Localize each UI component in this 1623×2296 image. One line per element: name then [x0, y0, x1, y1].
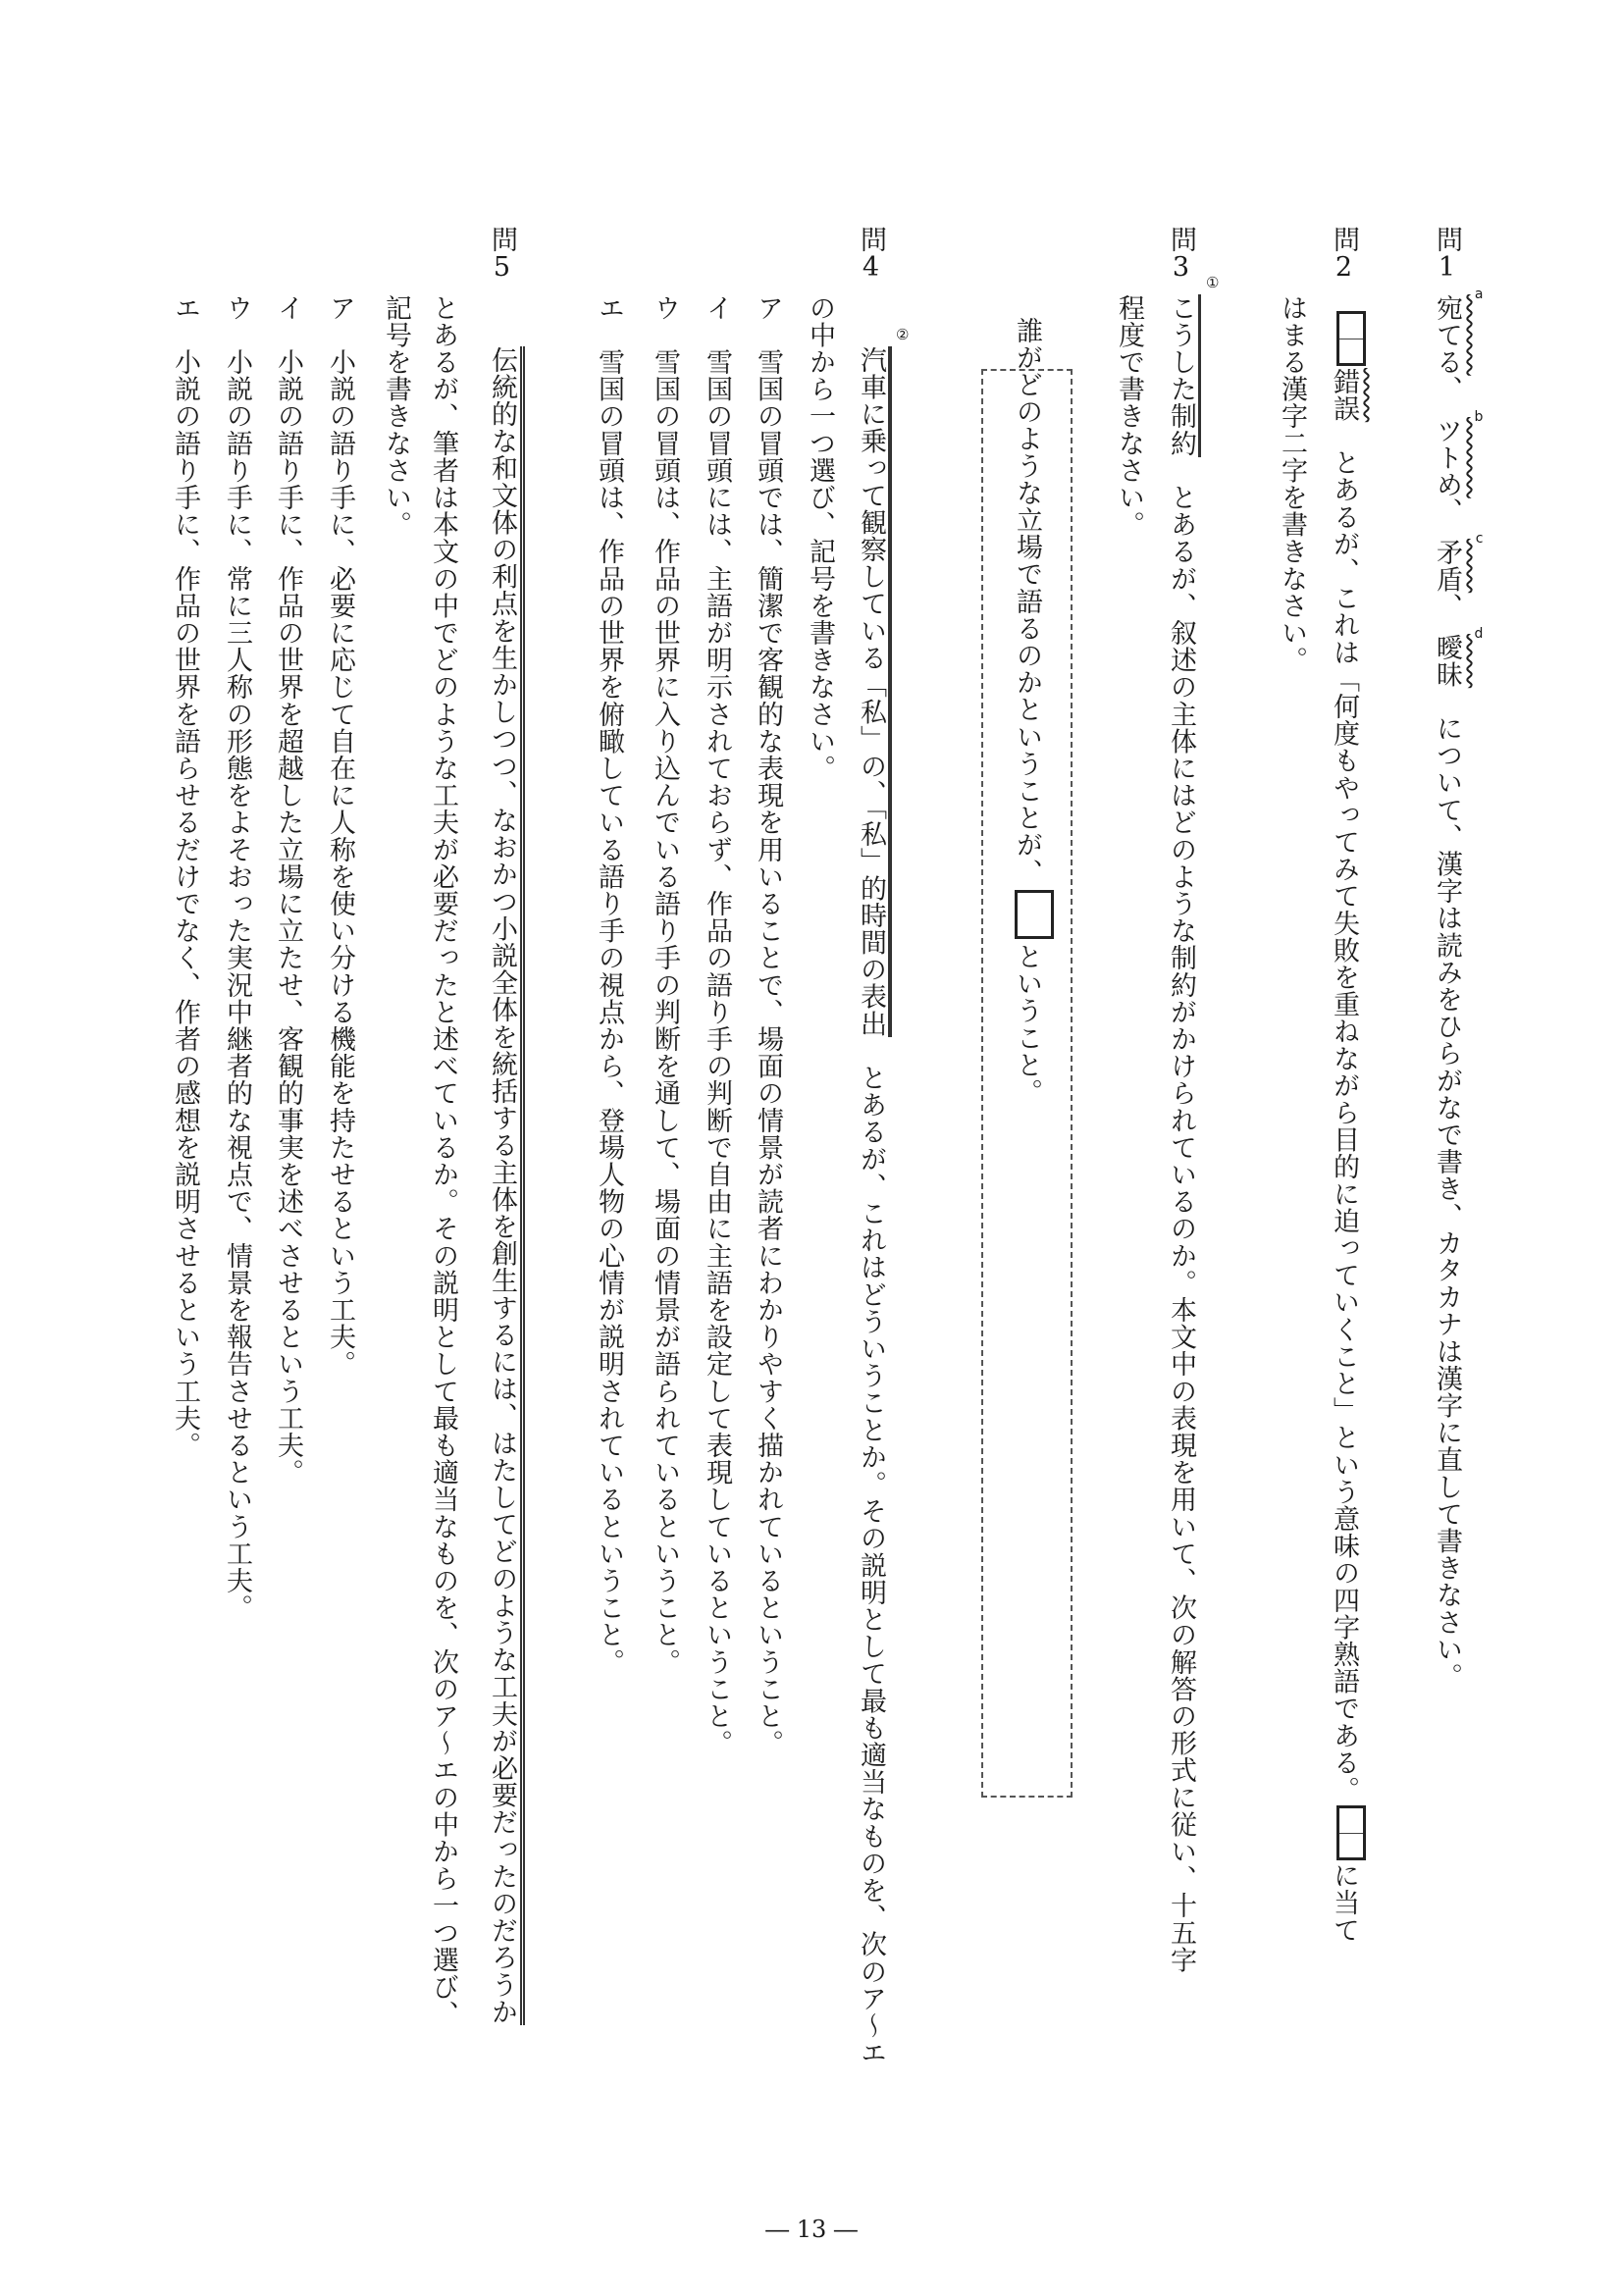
option-a: ア 小説の語り手に、必要に応じて自在に人称を使い分ける機能を持たせるという工夫。 [325, 294, 355, 1379]
question-2-text-line2: はまる漢字二字を書きなさい。 [1277, 294, 1307, 674]
question-2-text: 錯誤 とあるが、これは「何度もやってみて失敗を重ねながら目的に迫っていくこと」という意味の四字熟語である。に当て [1330, 309, 1366, 1944]
question-3-text-line2: 程度で書きなさい。 [1114, 294, 1144, 539]
question-1-text: 宛てる a 、 ツトめ b 、 矛盾 c 、 曖昧 d について、漢字は読みをひらがなで書き、カタカナは漢字に直して書きなさい。 [1432, 287, 1484, 1691]
question-5-text [488, 346, 515, 2025]
double-underlined-phrase: 伝統的な和文体の利点を生かしつつ、なおかつ小説全体を統括する主体を創生するには、はたしてどのような工夫が必要だったのだろうか [487, 346, 525, 2025]
answer-format-text: 誰がどのような立場で語るのかということが、 ということ。 [1013, 317, 1054, 1106]
option-i: イ 小説の語り手に、作品の世界を超越した立場に立たせ、客観的事実を述べさせるという工夫。 [273, 294, 303, 1487]
underlined-phrase-2: ② 汽車に乗って観察している「私」の、「私」的時間の表出 [856, 326, 910, 1038]
question-5-label: 問5 [487, 226, 517, 283]
kanji-item-a: 宛てる a [1432, 287, 1484, 376]
question-1-label: 問1 [1432, 226, 1462, 283]
kanji-item-b: ツトめ b [1432, 408, 1484, 498]
option-i: イ 雪国の冒頭には、主語が明示されておらず、作品の語り手の判断で自由に主語を設定して表現しているということ。 [702, 294, 732, 1757]
question-3-label: 問3 [1166, 226, 1196, 283]
blank-box [1336, 1805, 1366, 1860]
question-2-label: 問2 [1329, 226, 1359, 283]
page-number: ― 13 ― [765, 2216, 858, 2243]
kanji-item-c: 矛盾 c [1432, 531, 1484, 594]
blank-box [1336, 311, 1366, 366]
underlined-phrase-1: ① こうした制約 [1166, 274, 1220, 457]
question-5-text-line2: とあるが、筆者は本文の中でどのような工夫が必要だったと述べているか。その説明として最も適当なものを、次のア～エの中から一つ選び、 [428, 294, 458, 2028]
question-3-text: ① こうした制約 とあるが、叙述の主体にはどのような制約がかけられているのか。本文中の表現を用いて、次の解答の形式に従い、十五字 [1166, 274, 1220, 1974]
option-a: ア 雪国の冒頭では、簡潔で客観的な表現を用いることで、場面の情景が読者にわかりやすく描かれているということ。 [753, 294, 783, 1757]
wavy-underlined-term: 錯誤 [1329, 309, 1359, 422]
question-4-text: ② 汽車に乗って観察している「私」の、「私」的時間の表出 とあるが、これはどういうことか。その説明として最も適当なものを、次のア～エ [856, 326, 910, 2066]
option-u: ウ 雪国の冒頭は、作品の世界に入り込んでいる語り手の判断を通して、場面の情景が語られているということ。 [650, 294, 680, 1676]
answer-grid-15[interactable] [1015, 890, 1054, 940]
question-5-text-line3: 記号を書きなさい。 [381, 294, 411, 539]
option-e: エ 小説の語り手に、作品の世界を語らせるだけでなく、作者の感想を説明させるという工夫。 [170, 294, 200, 1459]
kanji-item-d: 曖昧 d [1432, 625, 1484, 689]
question-4-text-line2: の中から一つ選び、記号を書きなさい。 [805, 294, 835, 782]
option-e: エ 雪国の冒頭は、作品の世界を俯瞰している語り手の視点から、登場人物の心情が説明されているということ。 [594, 294, 624, 1676]
question-4-label: 問4 [856, 226, 886, 283]
option-u: ウ 小説の語り手に、常に三人称の形態をよそおった実況中継者的な視点で、情景を報告させるという工夫。 [222, 294, 252, 1622]
